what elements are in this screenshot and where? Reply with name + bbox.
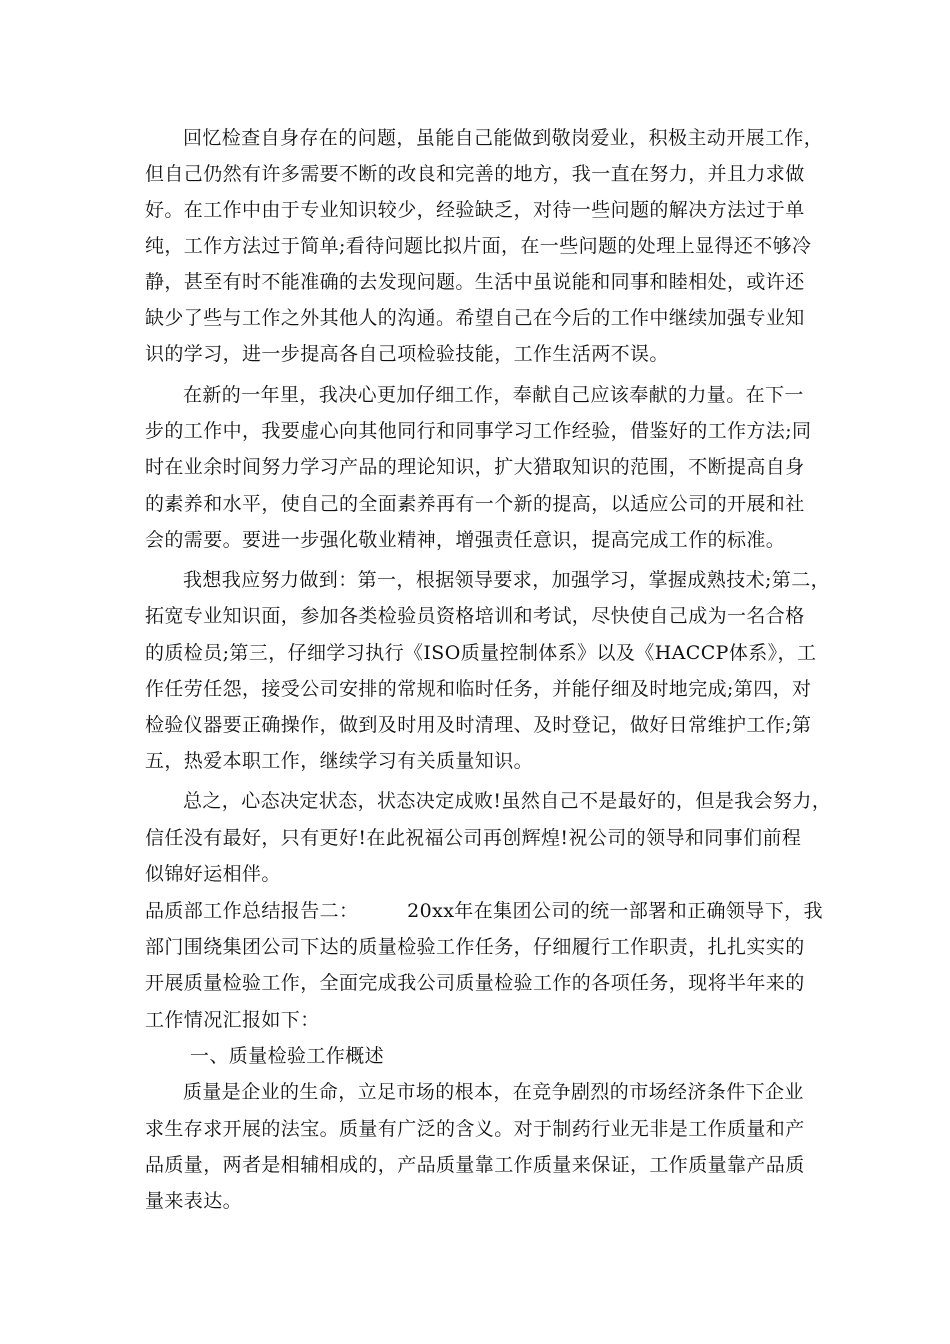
paragraph-line: 五，热爱本职工作，继续学习有关质量知识。 (145, 750, 534, 772)
paragraph-line: 回忆检查自身存在的问题，虽能自己能做到敬岗爱业，积极主动开展工作， (183, 127, 824, 149)
paragraph-line: 好。在工作中由于专业知识较少，经验缺乏，对待一些问题的解决方法过于单 (145, 199, 805, 221)
paragraph-line: 识的学习，进一步提高各自己项检验技能，工作生活两不误。 (145, 343, 669, 365)
subsection-heading: 一、质量检验工作概述 (190, 1045, 385, 1067)
paragraph-line: 我想我应努力做到：第一，根据领导要求，加强学习，掌握成熟技术;第二， (183, 569, 831, 591)
paragraph-line: 信任没有最好，只有更好!在此祝福公司再创辉煌!祝公司的领导和同事们前程 (145, 827, 802, 849)
paragraph-line: 工作情况汇报如下： (145, 1009, 320, 1031)
section-heading-line: 品质部工作总结报告二： 20xx年在集团公司的统一部署和正确领导下，我 (145, 900, 823, 922)
paragraph-line: 在新的一年里，我决心更加仔细工作，奉献自己应该奉献的力量。在下一 (183, 384, 804, 406)
paragraph-line: 静，甚至有时不能准确的去发现问题。生活中虽说能和同事和睦相处，或许还 (145, 271, 805, 293)
paragraph-line: 缺少了些与工作之外其他人的沟通。希望自己在今后的工作中继续加强专业知 (145, 307, 805, 329)
paragraph-line: 求生存求开展的法宝。质量有广泛的含义。对于制药行业无非是工作质量和产 (145, 1118, 805, 1140)
paragraph-line: 会的需要。要进一步强化敬业精神，增强责任意识，提高完成工作的标准。 (145, 529, 786, 551)
paragraph-line: 量来表达。 (145, 1190, 243, 1212)
paragraph-line: 但自己仍然有许多需要不断的改良和完善的地方，我一直在努力，并且力求做 (145, 163, 805, 185)
paragraph-line: 质量是企业的生命，立足市场的根本，在竞争剧烈的市场经济条件下企业 (183, 1081, 804, 1103)
paragraph-line: 品质量，两者是相辅相成的，产品质量靠工作质量来保证，工作质量靠产品质 (145, 1154, 805, 1176)
paragraph-line: 的质检员;第三，仔细学习执行《ISO质量控制体系》以及《HACCP体系》，工 (145, 642, 817, 664)
paragraph-line: 纯，工作方法过于简单;看待问题比拟片面，在一些问题的处理上显得还不够冷 (145, 235, 812, 257)
paragraph-line: 步的工作中，我要虚心向其他同行和同事学习工作经验，借鉴好的工作方法;同 (145, 420, 812, 442)
paragraph-line: 的素养和水平，使自己的全面素养再有一个新的提高，以适应公司的开展和社 (145, 493, 805, 515)
paragraph-line: 似锦好运相伴。 (145, 863, 281, 885)
paragraph-line: 开展质量检验工作，全面完成我公司质量检验工作的各项任务，现将半年来的 (145, 972, 805, 994)
paragraph-line: 拓宽专业知识面，参加各类检验员资格培训和考试，尽快使自己成为一名合格 (145, 605, 805, 627)
paragraph-line: 部门围绕集团公司下达的质量检验工作任务，仔细履行工作职责，扎扎实实的 (145, 936, 805, 958)
paragraph-line: 时在业余时间努力学习产品的理论知识，扩大猎取知识的范围，不断提高自身 (145, 456, 805, 478)
paragraph-line: 总之，心态决定状态，状态决定成败!虽然自己不是最好的，但是我会努力， (183, 790, 832, 812)
paragraph-line: 检验仪器要正确操作，做到及时用及时清理、及时登记，做好日常维护工作;第 (145, 714, 812, 736)
paragraph-line: 作任劳任怨，接受公司安排的常规和临时任务，并能仔细及时地完成;第四，对 (145, 678, 812, 700)
